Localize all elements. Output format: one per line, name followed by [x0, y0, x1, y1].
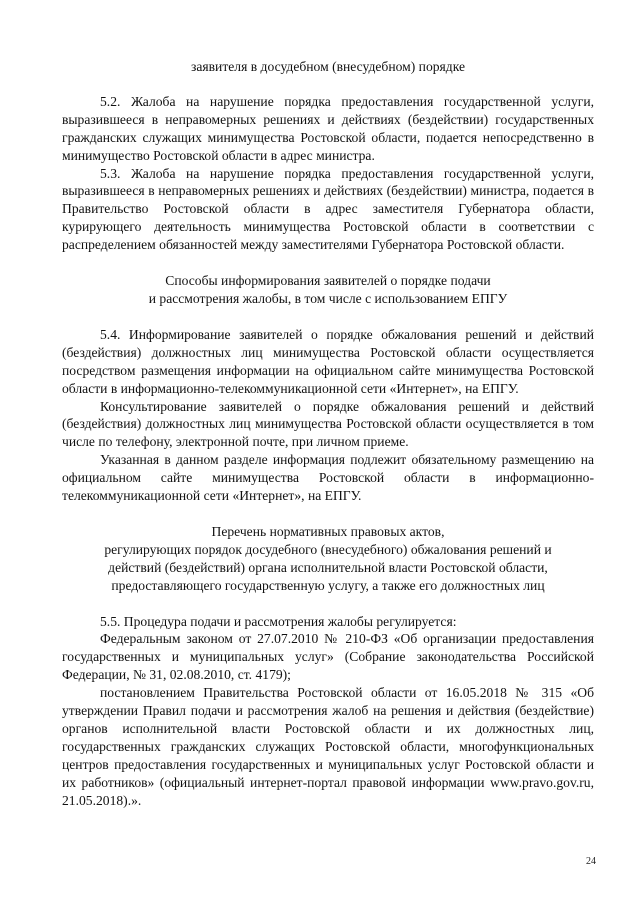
document-page [62, 58, 594, 810]
spacer [62, 595, 594, 613]
paragraph-publication: Указанная в данном разделе информация подлежит обязательному размещению на официальном сайте минимущества Ростовской области в информационно-телекоммуникационной сети «Интернет», на ЕПГУ. [62, 452, 594, 504]
heading-informing-line-2: и рассмотрения жалобы, в том числе с использованием ЕПГУ [148, 290, 508, 306]
paragraph-resolution: постановлением Правительства Ростовской области от 16.05.2018 № 315 «Об утверждении Правил подачи и рассмотрения жалоб на решения и действия (бездействие) органов исполнительной власти Ростовской области и их должностных лиц, государственных гражданских служащих Ростовской области, многофункциональных центров предоставления государственных и муниципальных услуг Ростовской области и их работников» (официальный интернет-портал правовой информации www.pravo.gov.ru, 21.05.2018).». [62, 685, 594, 808]
heading-informing-line-1: Способы информирования заявителей о порядке подачи [165, 273, 491, 289]
page-number: 24 [586, 856, 596, 867]
spacer [62, 505, 594, 523]
paragraph-5-2: 5.2. Жалоба на нарушение порядка предоставления государственной услуги, выразившееся в неправомерных решениях и действиях (бездействии) государственных гражданских служащих минимущества Ростовской области, подается непосредственно в минимущество Ростовской области в адрес министра. [62, 93, 594, 163]
paragraph-5-5: 5.5. Процедура подачи и рассмотрения жалобы регулируется: [100, 613, 457, 629]
section-title-continuation: заявителя в досудебном (внесудебном) порядке [190, 59, 466, 74]
heading-legal-acts-line-1: Перечень нормативных правовых актов, [211, 523, 445, 539]
paragraph-5-4: 5.4. Информирование заявителей о порядке обжалования решений и действий (бездействия) должностных лиц минимущества Ростовской области осуществляется посредством размещения информации на официальном сайте минимущества Ростовской области в информационно-телекоммуникационной сети «Интернет», на ЕПГУ. [62, 326, 594, 396]
heading-legal-acts-line-3: действий (бездействий) органа исполнительной власти Ростовской области, [108, 559, 548, 575]
heading-legal-acts-line-4: предоставляющего государственную услугу, а также его должностных лиц [111, 577, 545, 593]
paragraph-5-3: 5.3. Жалоба на нарушение порядка предоставления государственной услуги, выразившееся в неправомерных решениях и действиях (бездействии) министра, подается в Правительство Ростовской области в адрес заместителя Губернатора области, курирующего деятельность минимущества Ростовской области в соответствии с распределением обязанностей между заместителями Губернатора Ростовской области. [62, 165, 594, 253]
spacer [62, 308, 594, 326]
spacer [62, 254, 594, 272]
paragraph-federal-law: Федеральным законом от 27.07.2010 № 210-ФЗ «Об организации предоставления государственных и муниципальных услуг» (Собрание законодательства Российской Федерации, № 31, 02.08.2010, ст. 4179); [62, 631, 594, 683]
spacer [62, 76, 594, 93]
heading-legal-acts-line-2: регулирующих порядок досудебного (внесудебного) обжалования решений и [104, 541, 552, 557]
paragraph-consulting: Консультирование заявителей о порядке обжалования решений и действий (бездействия) должностных лиц минимущества Ростовской области осуществляется в том числе по телефону, электронной почте, при личном приеме. [62, 398, 594, 450]
